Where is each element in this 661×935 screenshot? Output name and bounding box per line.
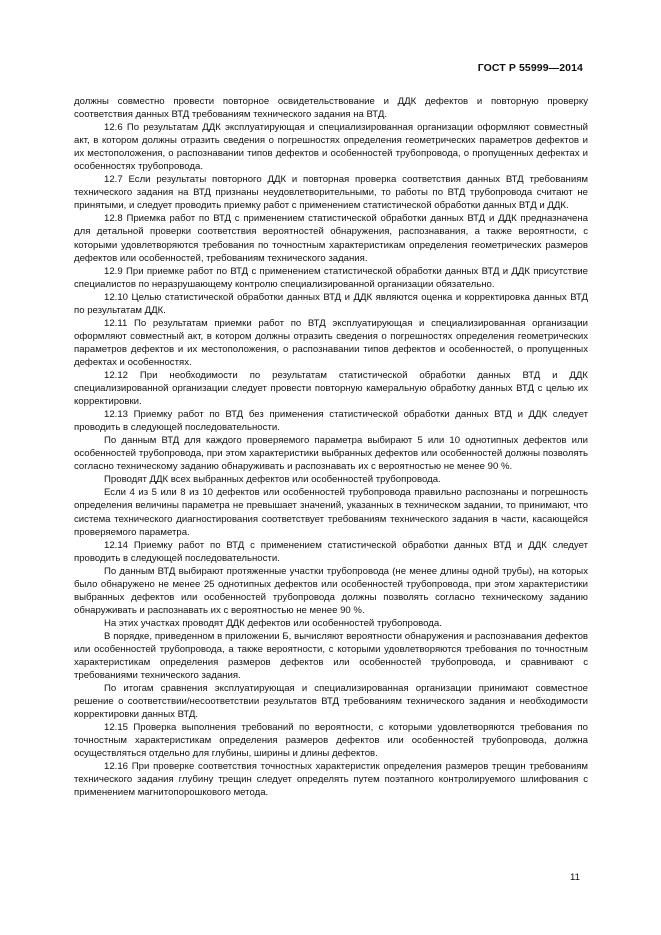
paragraph-12-13-b: Проводят ДДК всех выбранных дефектов или особенностей трубопровода.: [104, 474, 441, 486]
page-number: 11: [570, 872, 580, 883]
paragraph-12-14-d: По итогам сравнения эксплуатирующая и специализированная организации принимают совместное решение о соответствии/несоответствии результатов ВТД требованиям технического задания и необходимости корректировки данных ВТД.: [74, 683, 588, 721]
paragraph-12-10: 12.10 Целью статистической обработки данных ВТД и ДДК являются оценка и корректировка данных ВТД по результатам ДДК.: [74, 291, 588, 316]
paragraph-12-8: 12.8 Приемка работ по ВТД с применением статистической обработки данных ВТД и ДДК предназначена для детальной проверки соответствия вероятностей обнаружения, распознавания, а также вероятности, с которыми удовлетворяются требования по точностным характеристикам определения геометрических размеров дефектов или особенностей, требованиям технического задания.: [74, 213, 588, 264]
paragraph-12-13-a: По данным ВТД для каждого проверяемого параметра выбирают 5 или 10 однотипных дефектов или особенностей трубопровода, при этом характеристики выбранных дефектов или особенностей должны позволять согласно техническому заданию обнаруживать и распознавать их с вероятностью не менее 90 %.: [74, 435, 588, 473]
paragraph-12-12: 12.12 При необходимости по результатам статистической обработки данных ВТД и ДДК специализированной организации следует провести повторную камеральную обработку данных ВТД с целью их корректировки.: [74, 369, 588, 408]
document-body: [74, 95, 588, 800]
document-header: ГОСТ Р 55999—2014: [477, 62, 583, 74]
paragraph-continuation: должны совместно провести повторное освидетельствование и ДДК дефектов и повторную проверку соответствия данных ВТД требованиям технического задания на ВТД.: [74, 96, 588, 121]
paragraph-12-6: 12.6 По результатам ДДК эксплуатирующая и специализированная организации оформляют совместный акт, в котором должны отразить сведения о погрешностях определения геометрических параметров дефектов и их местоположения, о распознавании типов дефектов и особенностей трубопровода, о пропущенных дефектах и особенностях трубопровода.: [74, 122, 588, 173]
paragraph-12-13-c: Если 4 из 5 или 8 из 10 дефектов или особенностей трубопровода правильно распознаны и погрешность определения величины параметра не превышает значений, указанных в техническом задании, то принимают, что система технического диагностирования соответствует требованиям технического задания в части, касающейся проверяемого параметра.: [74, 487, 588, 538]
paragraph-12-14-a: По данным ВТД выбирают протяженные участки трубопровода (не менее длины одной трубы), на которых было обнаружено не менее 25 однотипных дефектов или особенностей трубопровода, при этом характеристики выбранных дефектов или особенностей трубопровода должны позволять согласно техническому заданию обнаруживать и распознавать их с вероятностью не менее 90 %.: [74, 565, 588, 616]
paragraph-12-13: 12.13 Приемку работ по ВТД без применения статистической обработки данных ВТД и ДДК следует проводить в следующей последовательности.: [74, 409, 588, 434]
paragraph-12-7: 12.7 Если результаты повторного ДДК и повторная проверка соответствия данных ВТД требованиям технического задания на ВТД признаны неудовлетворительными, то работы по ВТД трубопровода считают не принятыми, и следует проводить приемку работ с применением статистической обработки данных ВТД и ДДК.: [74, 174, 588, 212]
paragraph-12-14-b: На этих участках проводят ДДК дефектов или особенностей трубопровода.: [104, 617, 442, 629]
paragraph-12-14: 12.14 Приемку работ по ВТД с применением статистической обработки данных ВТД и ДДК следует проводить в следующей последовательности.: [74, 539, 588, 564]
paragraph-12-16: 12.16 При проверке соответствия точностных характеристик определения размеров трещин требованиям технического задания глубину трещин следует определять путем поэтапного контролируемого шлифования с применением магнитопорошкового метода.: [74, 761, 588, 799]
paragraph-12-14-c: В порядке, приведенном в приложении Б, вычисляют вероятности обнаружения и распознавания дефектов или особенностей трубопровода, а также вероятности, с которыми удовлетворяются требования по точностным характеристикам определения размеров дефектов или особенностей трубопровода, и сравнивают с требованиями технического задания.: [74, 630, 588, 682]
paragraph-12-15: 12.15 Проверка выполнения требований по вероятности, с которыми удовлетворяются требования по точностным характеристикам определения размеров дефектов или особенностей трубопровода, должна осуществляться отдельно для глубины, ширины и длины дефектов.: [74, 722, 588, 760]
paragraph-12-9: 12.9 При приемке работ по ВТД с применением статистической обработки данных ВТД и ДДК присутствие специалистов по неразрушающему контролю специализированной организации обязательно.: [74, 265, 588, 290]
paragraph-12-11: 12.11 По результатам приемки работ по ВТД эксплуатирующая и специализированная организации оформляют совместный акт, в котором должны отразить сведения о погрешностях определения геометрических параметров дефектов и их местоположения, о распознавании типов дефектов и особенностей, о пропущенных дефектах и особенностях.: [74, 317, 588, 368]
